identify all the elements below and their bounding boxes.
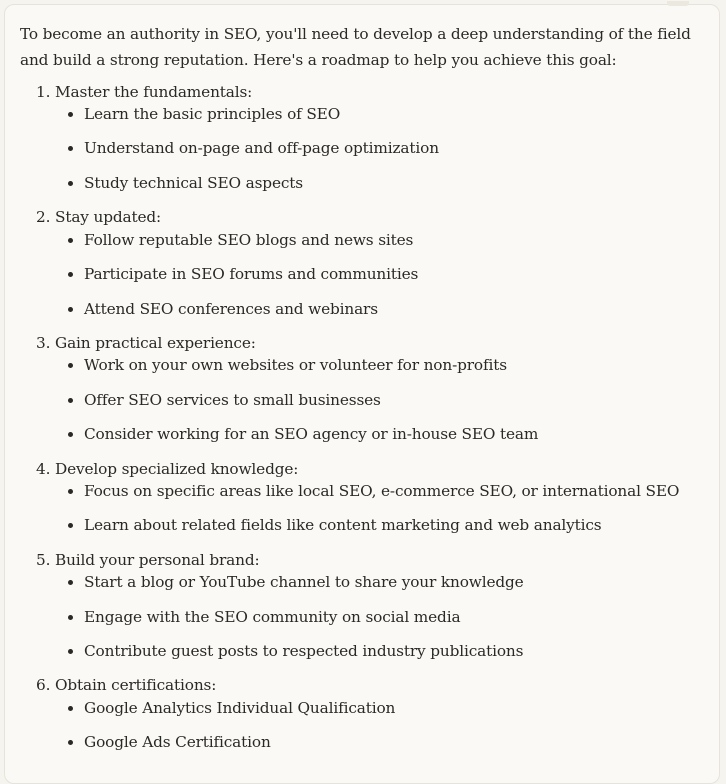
list-item	[84, 354, 507, 376]
list-item	[84, 137, 439, 159]
bullet-dot-icon	[68, 181, 73, 186]
message-top-handle	[667, 1, 689, 6]
list-item-text: Attend SEO conferences and webinars	[84, 300, 378, 318]
list-item-text: Engage with the SEO community on social media	[84, 608, 461, 626]
bullet-dot-icon	[68, 238, 73, 243]
step-title: 3. Gain practical experience:	[36, 334, 256, 352]
list-item-text: Follow reputable SEO blogs and news sites	[84, 231, 414, 249]
list-item-text: Consider working for an SEO agency or in-house SEO team	[84, 425, 539, 443]
bullet-dot-icon	[68, 363, 73, 368]
list-item-text: Participate in SEO forums and communities	[84, 265, 419, 283]
bullet-dot-icon	[68, 649, 73, 654]
bullet-dot-icon	[68, 489, 73, 494]
bullet-dot-icon	[68, 740, 73, 745]
list-item-text: Focus on specific areas like local SEO, e-commerce SEO, or international SEO	[84, 482, 680, 500]
bullet-dot-icon	[68, 112, 73, 117]
step-title: 2. Stay updated:	[36, 208, 162, 226]
bullet-dot-icon	[68, 146, 73, 151]
list-item-text: Start a blog or YouTube channel to share your knowledge	[84, 573, 524, 591]
list-item	[84, 389, 381, 411]
step-title: 4. Develop specialized knowledge:	[36, 460, 299, 478]
list-item	[84, 172, 303, 194]
list-item	[84, 423, 538, 445]
list-item-text: Learn about related fields like content marketing and web analytics	[84, 516, 602, 534]
list-item	[84, 514, 602, 536]
list-item	[84, 298, 378, 320]
list-item	[84, 103, 340, 125]
list-item	[84, 263, 418, 285]
list-item-text: Learn the basic principles of SEO	[84, 105, 341, 123]
assistant-message	[4, 4, 720, 784]
list-item	[84, 571, 524, 593]
list-item-text: Study technical SEO aspects	[84, 174, 303, 192]
bullet-dot-icon	[68, 272, 73, 277]
step-title: 6. Obtain certifications:	[36, 676, 217, 694]
intro-paragraph: To become an authority in SEO, you'll need to develop a deep understanding of the field and build a strong reputation. Here's a roadmap to help you achieve this goal:	[20, 25, 691, 69]
list-item-text: Work on your own websites or volunteer for non-profits	[84, 356, 507, 374]
bullet-dot-icon	[68, 432, 73, 437]
bullet-dot-icon	[68, 615, 73, 620]
bullet-dot-icon	[68, 398, 73, 403]
step-title: 1. Master the fundamentals:	[36, 83, 253, 101]
list-item	[84, 640, 523, 662]
list-item-text: Offer SEO services to small businesses	[84, 391, 381, 409]
list-item-text: Understand on-page and off-page optimization	[84, 139, 439, 157]
list-item-text: Contribute guest posts to respected industry publications	[84, 642, 524, 660]
list-item	[84, 606, 460, 628]
bullet-dot-icon	[68, 706, 73, 711]
list-item	[84, 480, 679, 502]
list-item	[84, 229, 413, 251]
list-item	[84, 731, 271, 753]
list-item-text: Google Analytics Individual Qualification	[84, 699, 396, 717]
bullet-dot-icon	[68, 307, 73, 312]
bullet-dot-icon	[68, 523, 73, 528]
list-item	[84, 697, 395, 719]
bullet-dot-icon	[68, 580, 73, 585]
step-title: 5. Build your personal brand:	[36, 551, 260, 569]
list-item-text: Google Ads Certification	[84, 733, 271, 751]
